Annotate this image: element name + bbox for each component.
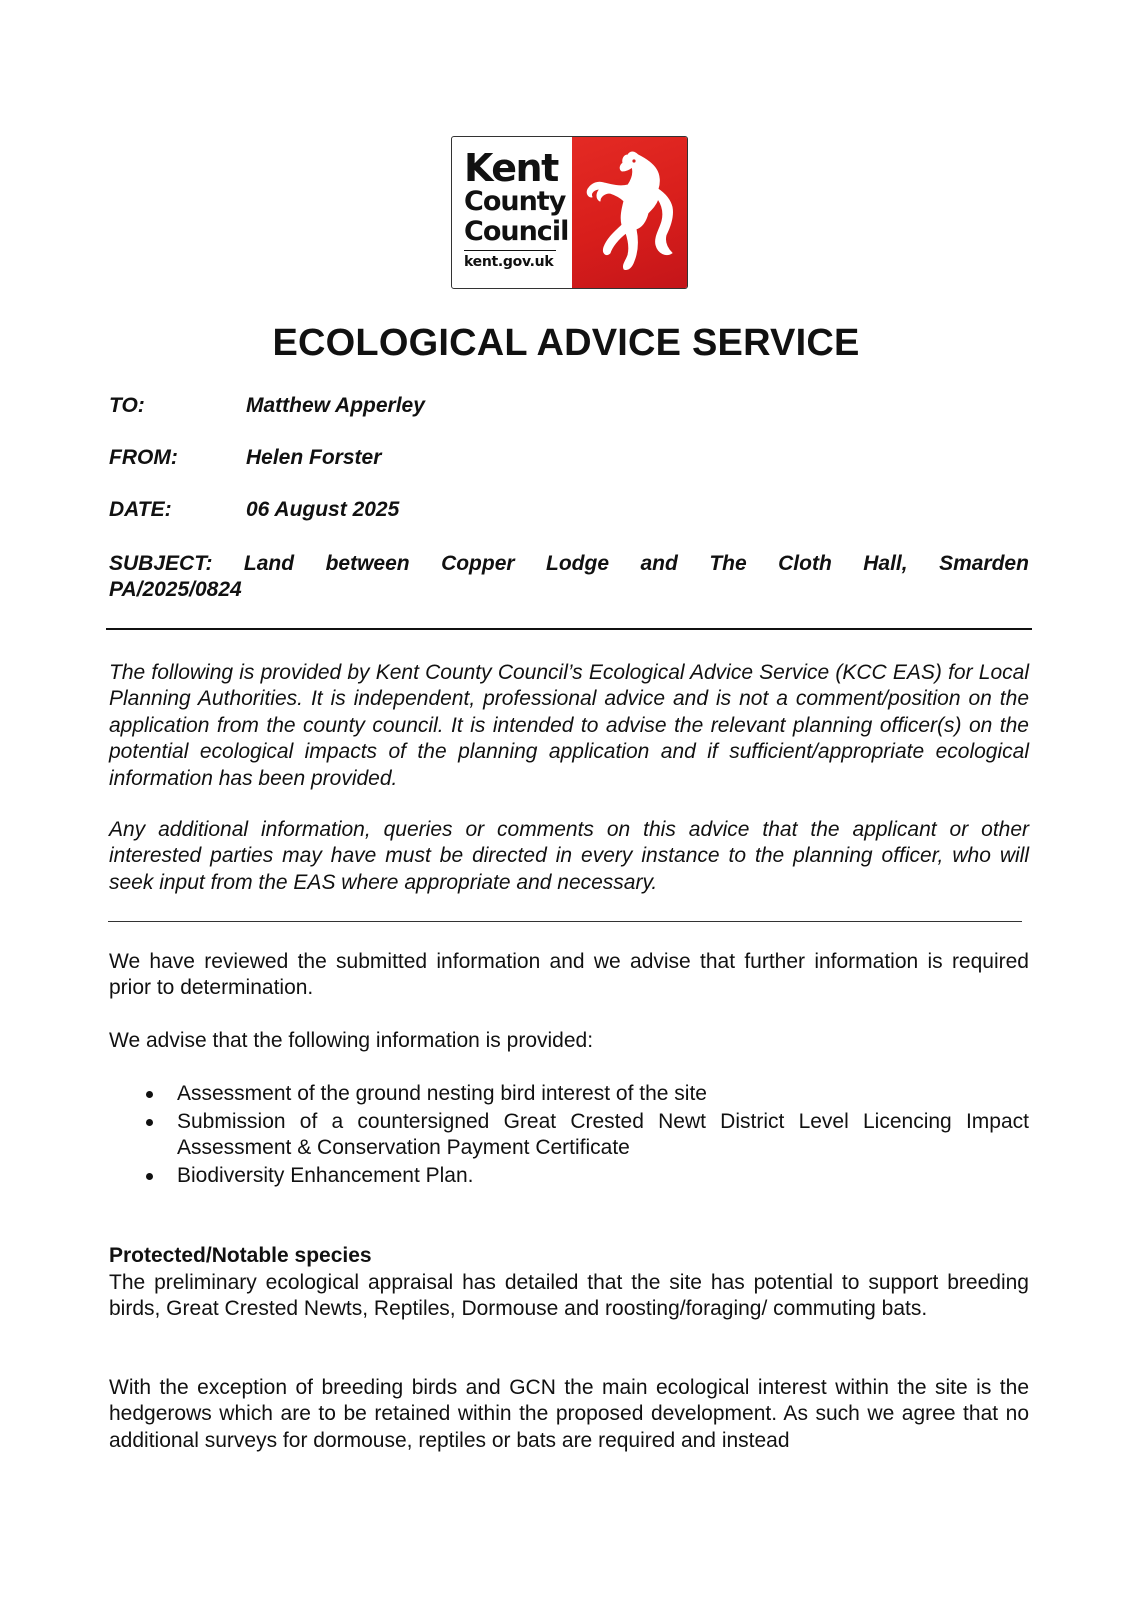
logo-url: kent.gov.uk <box>464 254 554 270</box>
memo-date <box>109 498 399 522</box>
kcc-logo <box>451 136 688 289</box>
body-paragraph-1: We have reviewed the submitted information and we advise that further information is required prior to determination. <box>109 950 1029 1000</box>
list-item <box>109 1109 1029 1162</box>
subject-word: Hall, <box>863 552 908 575</box>
list-item <box>109 1081 1029 1107</box>
white-horse-icon <box>576 143 684 283</box>
memo-date-value: 06 August 2025 <box>246 498 400 521</box>
subject-word: Lodge <box>546 552 610 575</box>
bullet-icon <box>146 1091 153 1098</box>
logo-wordmark <box>452 137 572 288</box>
logo-line-council: Council <box>464 216 569 247</box>
disclaimer-divider <box>108 921 1022 922</box>
disclaimer-paragraph-2: Any additional information, queries or comments on this advice that the applicant or other interested parties may have must be directed in every instance to the planning officer, who will seek input from the EAS where appropriate and necessary. <box>109 818 1029 894</box>
subject-word: and <box>640 552 678 575</box>
body-paragraph-4: With the exception of breeding birds and GCN the main ecological interest within the site is the hedgerows which are to be retained within the proposed development. As such we agree that no additional surveys for dormouse, reptiles or bats are required and instead <box>109 1376 1029 1452</box>
memo-to-label: TO: <box>109 394 145 417</box>
body-paragraph-3: The preliminary ecological appraisal has detailed that the site has potential to support breeding birds, Great Crested Newts, Reptiles, Dormouse and roosting/foraging/ commuting bats. <box>109 1271 1029 1321</box>
header-divider <box>106 628 1032 630</box>
memo-date-label: DATE: <box>109 498 172 521</box>
logo-line-county: County <box>464 186 566 217</box>
logo-rule <box>464 250 556 251</box>
memo-to-value: Matthew Apperley <box>246 394 425 417</box>
required-info-list <box>109 1081 1029 1191</box>
subject-word: The <box>709 552 747 575</box>
page-title: ECOLOGICAL ADVICE SERVICE <box>272 322 860 364</box>
disclaimer-paragraph-1: The following is provided by Kent County Council’s Ecological Advice Service (KCC EAS) for Local Planning Authorities. It is independent, professional advice and is not a comment/position on the application from the county council. It is intended to advise the relevant planning officer(s) on the potential ecological impacts of the planning application and if sufficient/appropriate ecological information has been provided. <box>109 661 1029 790</box>
subject-word: Cloth <box>778 552 832 575</box>
memo-subject-ref: PA/2025/0824 <box>109 578 242 601</box>
list-item-text: Submission of a countersigned Great Crested Newt District Level Licencing Impact Assessment & Conservation Payment Certificate <box>177 1109 1029 1160</box>
subject-word: between <box>325 552 410 575</box>
subject-word: Smarden <box>939 552 1029 575</box>
memo-from-label: FROM: <box>109 446 178 469</box>
body-paragraph-2: We advise that the following information is provided: <box>109 1029 594 1052</box>
list-item-text: Assessment of the ground nesting bird interest of the site <box>177 1082 707 1105</box>
bullet-icon <box>146 1119 153 1126</box>
memo-subject-line <box>109 551 1029 577</box>
memo-from <box>109 446 381 470</box>
memo-subject-label: SUBJECT: <box>109 552 213 575</box>
subject-word: Copper <box>441 552 515 575</box>
memo-to <box>109 394 425 418</box>
section-heading: Protected/Notable species <box>109 1244 372 1267</box>
logo-red-panel <box>572 137 687 288</box>
memo-subject <box>109 551 1029 603</box>
list-item <box>109 1163 1029 1189</box>
memo-from-value: Helen Forster <box>246 446 382 469</box>
logo-line-kent: Kent <box>464 146 558 190</box>
list-item-text: Biodiversity Enhancement Plan. <box>177 1164 474 1188</box>
bullet-icon <box>146 1173 153 1180</box>
subject-word: Land <box>243 552 295 575</box>
